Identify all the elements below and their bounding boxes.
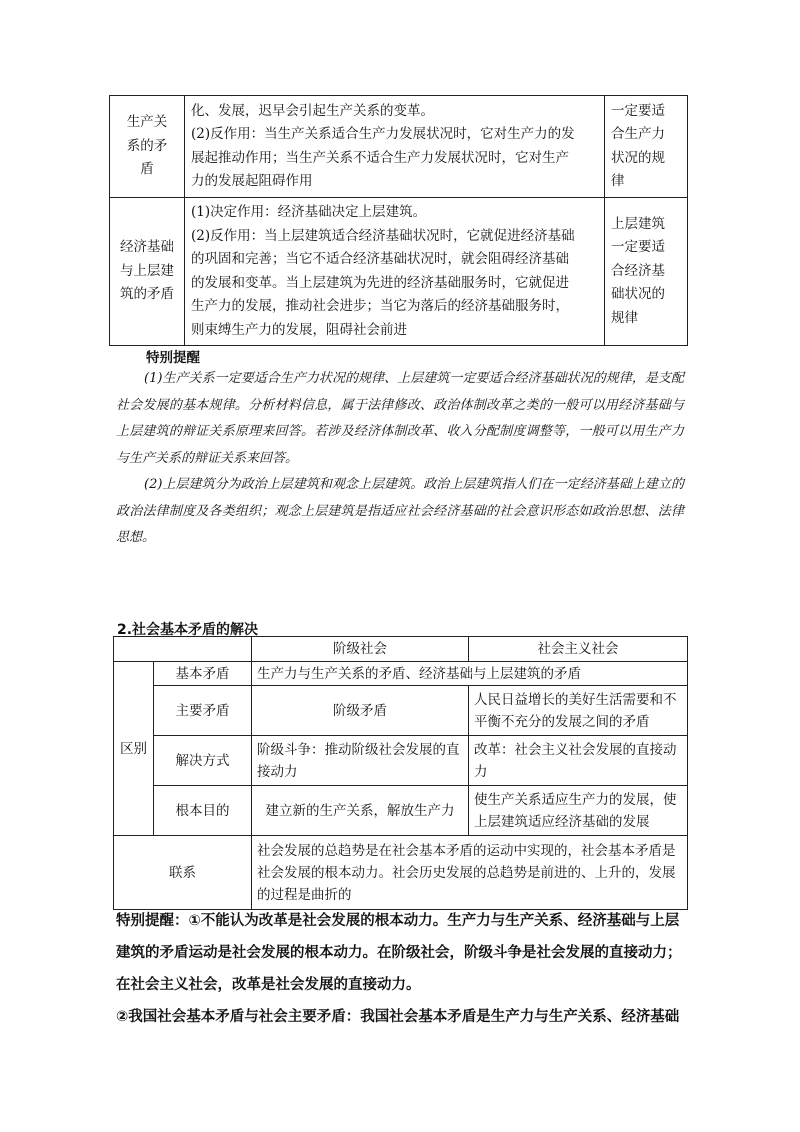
row-head	[110, 96, 185, 198]
tip2-line: ②我国社会基本矛盾与社会主要矛盾：我国社会基本矛盾是生产力与生产关系、经济基础	[116, 1009, 680, 1025]
content-line: 化、发展，迟早会引起生产关系的变革。	[191, 102, 434, 119]
socialist-value: 改革：社会主义社会发展的直接动力	[469, 736, 688, 786]
tip1-paragraph-1: (1)生产关系一定要适合生产力状况的规律、上层建筑一定要适合经济基础状况的规律，是支配社会发展的基本规律。分析材料信息，属于法律修改、政治体制改革之类的一般可以用经济基础与上层建筑的辩证关系原理来回答。若涉及经济体制改革、收入分配制度调整等，一般可以用生产力与生产关系的辩证关系来回答。	[116, 371, 684, 466]
row-label: 解决方式	[154, 736, 252, 786]
class-value: 阶级矛盾	[252, 686, 469, 736]
row-content	[185, 96, 605, 198]
row-label: 基本矛盾	[154, 662, 252, 686]
row-head-text: 生产关系的矛盾	[126, 114, 168, 178]
content-line: 则束缚生产力的发展，阻碍社会前进	[191, 321, 407, 338]
tip2-block	[116, 905, 696, 1033]
table-header-row	[114, 637, 688, 662]
link-text: 社会发展的总趋势是在社会基本矛盾的运动中实现的，社会基本矛盾是社会发展的根本动力。社会历史发展的总趋势是前进的、上升的，发展的过程是曲折的	[252, 836, 688, 910]
header-socialist-society: 社会主义社会	[469, 637, 688, 662]
row-law	[605, 96, 688, 198]
tip1-paragraph-2: (2)上层建筑分为政治上层建筑和观念上层建筑。政治上层建筑指人们在一定经济基础上建立的政治法律制度及各类组织；观念上层建筑是指适应社会经济基础的社会意识形态如政治思想、法律思想。	[116, 477, 684, 545]
content-line: (2)反作用：当上层建筑适合经济基础状况时，它就促进经济基础	[191, 227, 575, 244]
row-label: 主要矛盾	[154, 686, 252, 736]
table-row	[110, 96, 688, 198]
header-class-society: 阶级社会	[252, 637, 469, 662]
table-row	[114, 736, 688, 786]
row-law	[605, 198, 688, 346]
group-label: 区别	[114, 662, 154, 836]
row-merged-value: 生产力与生产关系的矛盾、经济基础与上层建筑的矛盾	[252, 662, 688, 686]
tip1-title: 特别提醒	[146, 350, 200, 366]
socialist-value: 使生产关系适应生产力的发展，使上层建筑适应经济基础的发展	[469, 786, 688, 836]
contradiction-table	[109, 95, 688, 346]
tip2-line: 在社会主义社会，改革是社会发展的直接动力。	[116, 977, 421, 993]
table-row	[110, 198, 688, 346]
row-head	[110, 198, 185, 346]
content-line: 展起推动作用；当生产关系不适合生产力发展状况时，它对生产	[191, 149, 569, 166]
table-row	[114, 662, 688, 686]
content-line: 的发展和变革。当上层建筑为先进的经济基础服务时，它就促进	[191, 274, 569, 291]
section-2-title: 2.社会基本矛盾的解决	[117, 622, 259, 638]
link-label: 联系	[114, 836, 252, 910]
class-value: 建立新的生产关系，解放生产力	[252, 786, 469, 836]
socialist-value: 人民日益增长的美好生活需要和不平衡不充分的发展之间的矛盾	[469, 686, 688, 736]
tip2-line: 特别提醒：①不能认为改革是社会发展的根本动力。生产力与生产关系、经济基础与上层	[116, 913, 680, 929]
table-row	[114, 786, 688, 836]
tip2-line: 建筑的矛盾运动是社会发展的根本动力。在阶级社会，阶级斗争是社会发展的直接动力；	[116, 945, 682, 961]
row-content	[185, 198, 605, 346]
content-line: (2)反作用：当生产关系适合生产力发展状况时，它对生产力的发	[191, 126, 575, 142]
content-line: 力的发展起阻碍作用	[191, 173, 313, 189]
row-law-text: 一定要适合生产力状况的规律	[611, 102, 665, 189]
content-line: 生产力的发展，推动社会进步；当它为落后的经济基础服务时，	[191, 298, 569, 314]
content-line: (1)决定作用：经济基础决定上层建筑。	[191, 204, 427, 220]
table-row	[114, 686, 688, 736]
table-row	[114, 836, 688, 910]
row-law-text: 上层建筑一定要适合经济基础状况的规律	[611, 215, 665, 326]
class-value: 阶级斗争：推动阶级社会发展的直接动力	[252, 736, 469, 786]
resolution-table	[113, 636, 688, 910]
row-label: 根本目的	[154, 786, 252, 836]
row-head-text: 经济基础与上层建筑的矛盾	[120, 239, 174, 303]
header-empty-cell	[114, 637, 252, 662]
content-line: 的巩固和完善；当它不适合经济基础状况时，就会阻碍经济基础	[191, 251, 569, 267]
